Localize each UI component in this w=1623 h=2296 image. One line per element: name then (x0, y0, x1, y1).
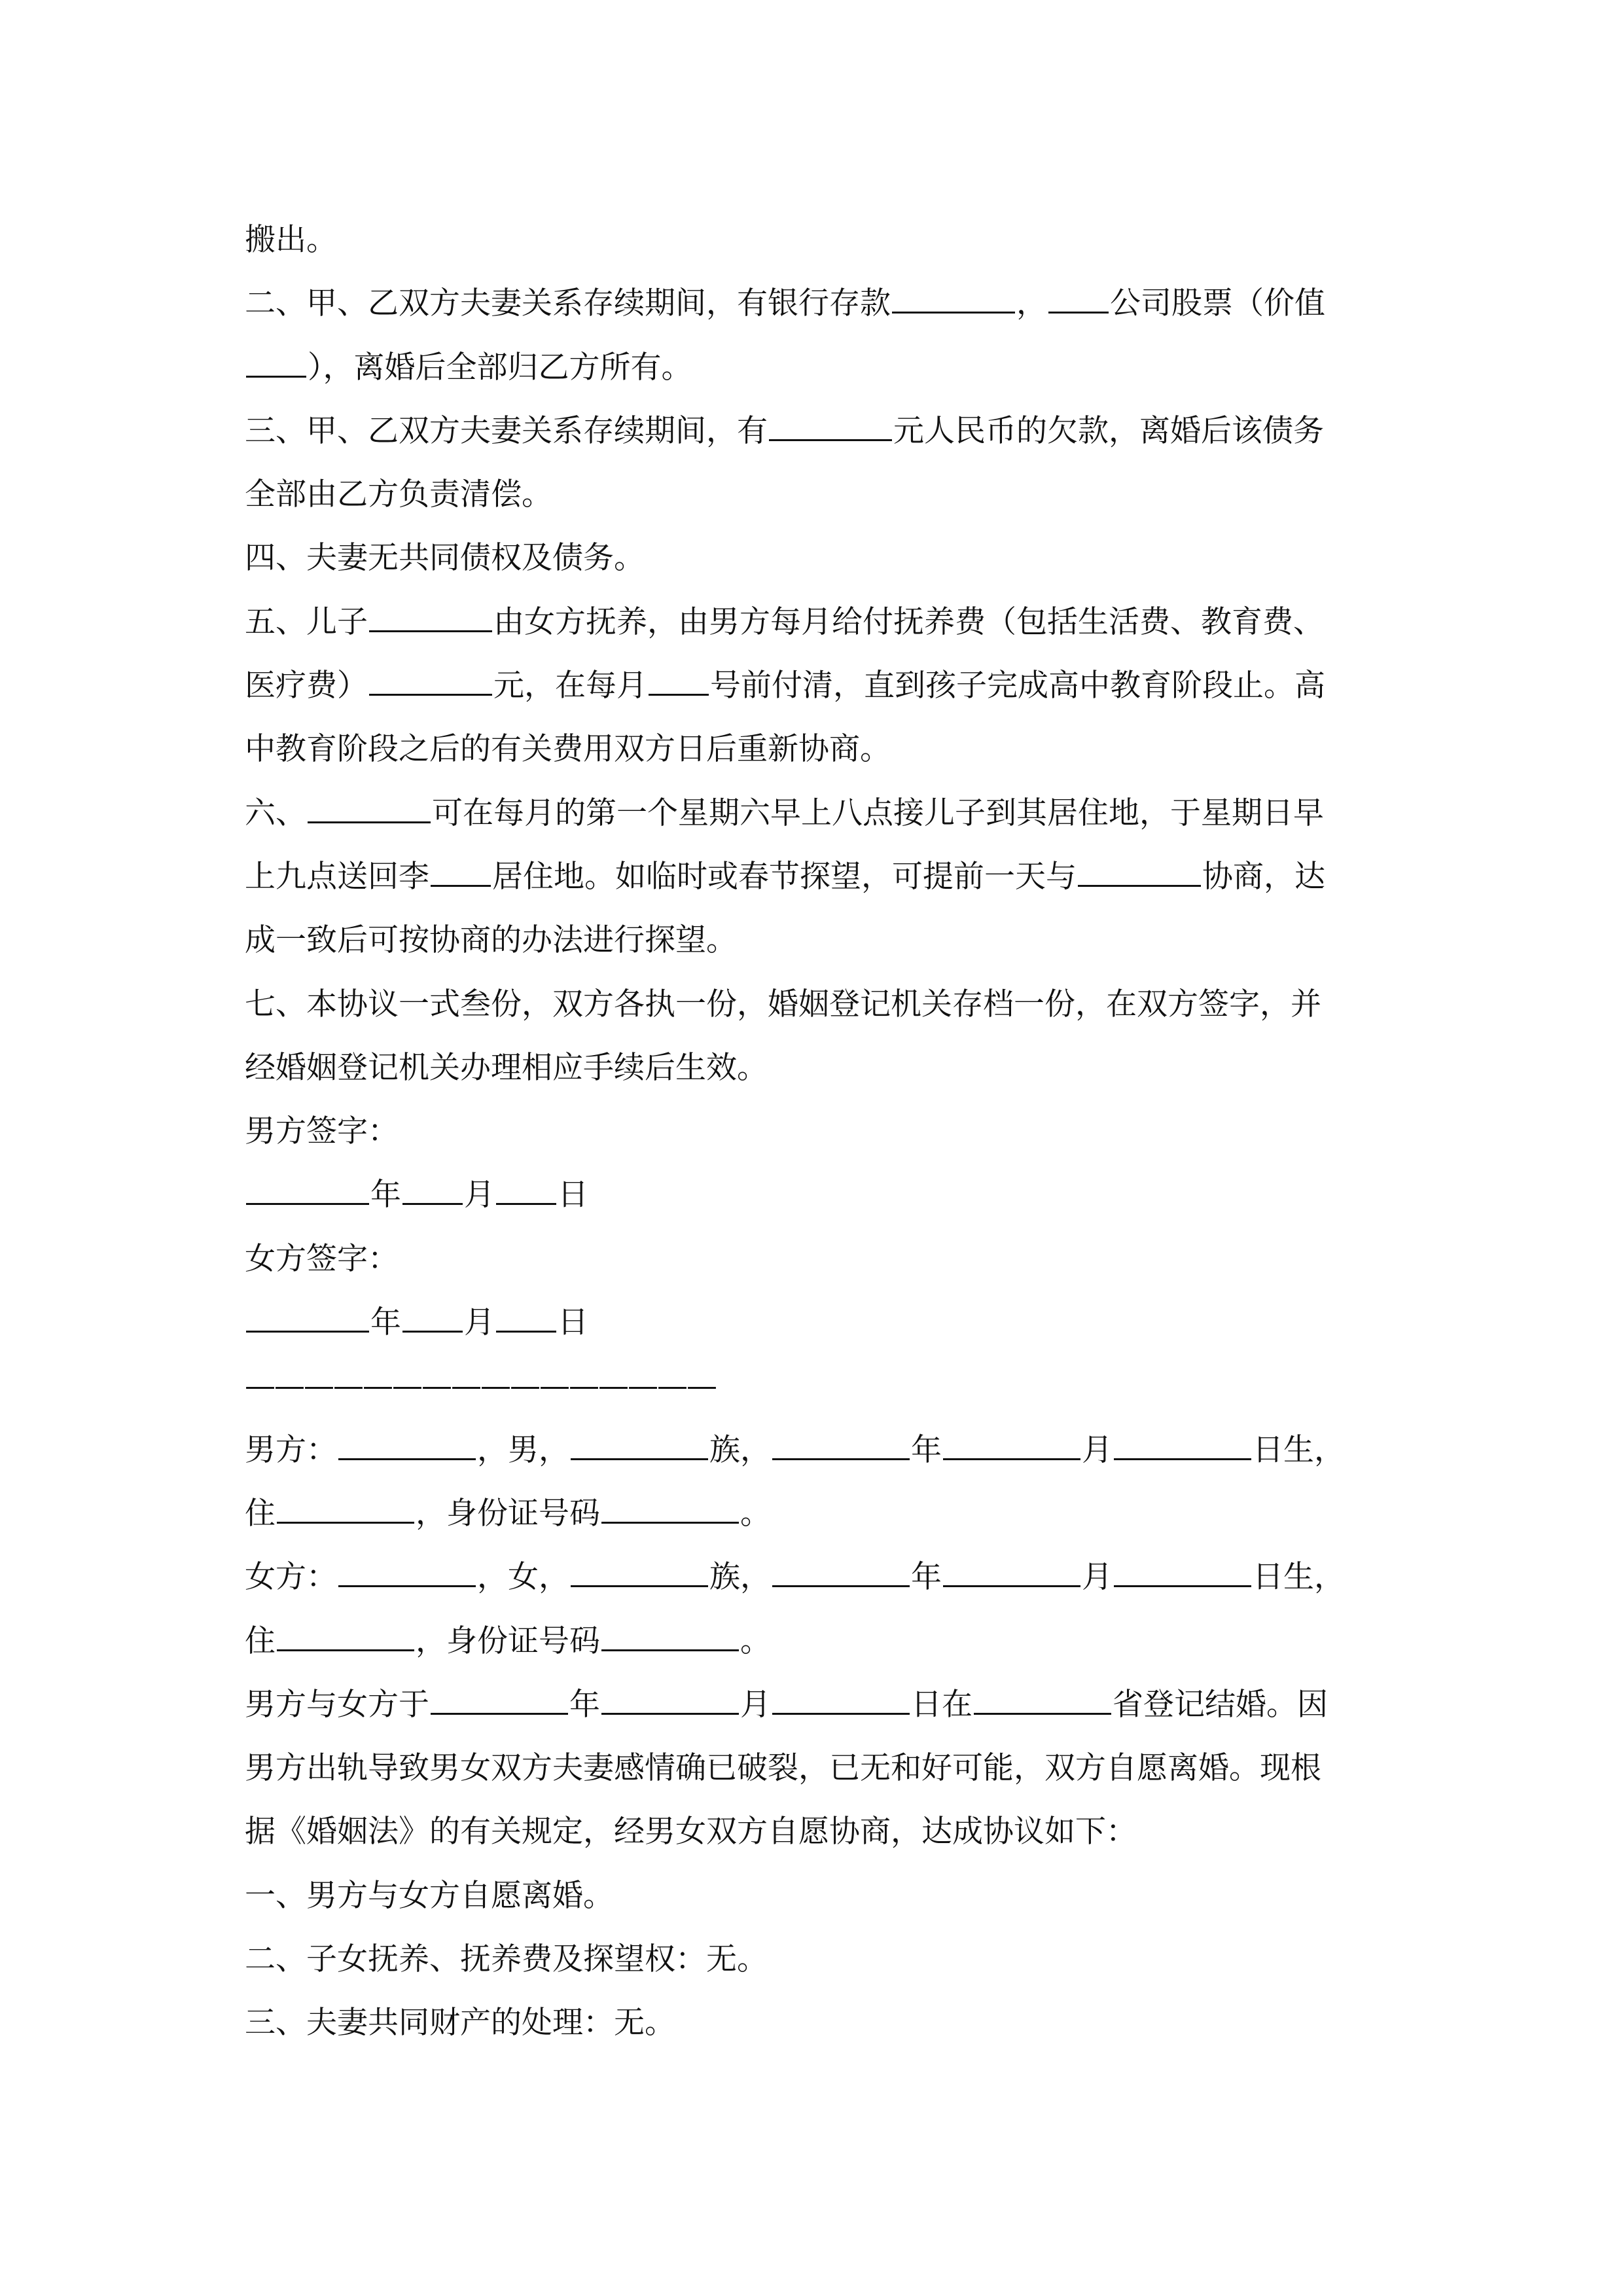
fill-in-blank[interactable] (601, 1497, 739, 1524)
text-line (245, 908, 1397, 972)
fill-in-blank[interactable] (943, 1560, 1080, 1587)
text-segment: 年 (911, 1431, 942, 1468)
text-segment: ， (1016, 285, 1047, 322)
fill-in-blank[interactable] (1048, 287, 1109, 314)
text-segment: 日 (558, 1304, 588, 1341)
text-segment: 上九点送回李 (245, 858, 429, 895)
text-line (245, 1928, 1397, 1991)
fill-in-blank[interactable] (308, 797, 431, 823)
text-line (245, 654, 1397, 717)
text-segment: 三、甲、乙双方夫妻关系存续期间，有 (245, 412, 768, 449)
text-line (245, 1291, 1397, 1354)
text-segment: 医疗费） (245, 668, 368, 704)
text-line (245, 336, 1397, 399)
text-line (245, 1482, 1397, 1545)
text-line (245, 208, 1397, 272)
text-segment: 可在每月的第一个星期六早上八点接儿子到其居住地，于星期日早 (432, 795, 1324, 831)
text-segment: 年 (911, 1559, 942, 1596)
fill-in-blank[interactable] (338, 1433, 476, 1460)
text-line (245, 1673, 1397, 1736)
text-line (245, 1418, 1397, 1482)
separator-line (245, 1354, 1397, 1418)
text-line (245, 1864, 1397, 1928)
fill-in-blank[interactable] (601, 1624, 739, 1651)
text-line (245, 526, 1397, 590)
text-segment: 协商，达 (1202, 858, 1325, 895)
fill-in-blank[interactable] (1114, 1560, 1251, 1587)
text-line (245, 845, 1397, 908)
fill-in-blank[interactable] (772, 1560, 910, 1587)
text-segment: 中教育阶段之后的有关费用双方日后重新协商。 (245, 731, 891, 768)
text-line (245, 463, 1397, 526)
text-line (245, 1545, 1397, 1609)
text-segment: 。 (740, 1623, 771, 1659)
text-segment: ，身份证号码 (416, 1495, 600, 1532)
text-segment: 搬出。 (245, 222, 337, 258)
text-segment: 族， (709, 1559, 771, 1596)
text-segment: 元，在每月 (493, 668, 647, 704)
fill-in-blank[interactable] (571, 1433, 708, 1460)
fill-in-blank[interactable] (1078, 860, 1201, 887)
fill-in-blank[interactable] (772, 1688, 910, 1715)
text-segment: 号前付清，直到孩子完成高中教育阶段止。高 (710, 668, 1325, 704)
text-line (245, 781, 1397, 845)
fill-in-blank[interactable] (943, 1433, 1080, 1460)
fill-in-blank[interactable] (496, 1178, 556, 1205)
text-segment: 年 (569, 1686, 600, 1723)
text-segment: 由女方抚养，由男方每月给付抚养费（包括生活费、教育费、 (493, 603, 1324, 640)
fill-in-blank[interactable] (369, 669, 492, 696)
fill-in-blank[interactable] (772, 1433, 910, 1460)
text-line (245, 1227, 1397, 1291)
fill-in-blank[interactable] (496, 1306, 556, 1333)
fill-in-blank[interactable] (601, 1688, 739, 1715)
text-segment: 六、 (245, 795, 306, 831)
text-segment: 月 (740, 1686, 771, 1723)
fill-in-blank[interactable] (571, 1560, 708, 1587)
text-segment: ，男， (477, 1431, 569, 1468)
text-segment: 四、夫妻无共同债权及债务。 (245, 540, 645, 577)
text-segment: 月 (1082, 1431, 1113, 1468)
text-segment: 月 (464, 1304, 495, 1341)
text-line (245, 1609, 1397, 1673)
text-segment: 据《婚姻法》的有关规定，经男女双方自愿协商，达成协议如下： (245, 1814, 1137, 1850)
text-segment: 成一致后可按协商的办法进行探望。 (245, 922, 737, 959)
text-line (245, 717, 1397, 781)
text-segment: 月 (464, 1177, 495, 1213)
fill-in-blank[interactable] (649, 669, 709, 696)
fill-in-blank[interactable] (246, 1178, 369, 1205)
document-page (245, 208, 1397, 2055)
fill-in-blank[interactable] (769, 414, 892, 441)
fill-in-blank[interactable] (402, 1178, 463, 1205)
text-segment: 元人民币的欠款，离婚后该债务 (893, 412, 1324, 449)
text-line (245, 399, 1397, 463)
text-segment: 经婚姻登记机关办理相应手续后生效。 (245, 1049, 768, 1086)
fill-in-blank[interactable] (431, 860, 491, 887)
text-line (245, 590, 1397, 654)
text-segment: 月 (1082, 1559, 1113, 1596)
text-segment: 二、子女抚养、抚养费及探望权：无。 (245, 1941, 768, 1978)
text-segment: 日 (558, 1177, 588, 1213)
text-segment: 住 (245, 1623, 276, 1659)
fill-in-blank[interactable] (402, 1306, 463, 1333)
fill-in-blank[interactable] (892, 287, 1015, 314)
text-line (245, 272, 1397, 335)
text-segment: 女方签字： (245, 1240, 399, 1277)
text-segment: 省登记结婚。因 (1113, 1686, 1328, 1723)
text-segment: 公司股票（价值 (1110, 285, 1325, 322)
text-segment: 五、儿子 (245, 603, 368, 640)
fill-in-blank[interactable] (277, 1624, 414, 1651)
text-line (245, 1736, 1397, 1800)
text-segment: 日生， (1253, 1559, 1345, 1596)
text-segment: ，女， (477, 1559, 569, 1596)
text-segment: ），离婚后全部归乙方所有。 (308, 349, 692, 386)
text-segment: 族， (709, 1431, 771, 1468)
text-segment: 日在 (911, 1686, 972, 1723)
text-line (245, 1036, 1397, 1100)
text-segment: 年 (370, 1304, 401, 1341)
text-segment: 男方： (245, 1431, 337, 1468)
text-segment: 男方签字： (245, 1113, 399, 1150)
text-segment: 。 (740, 1495, 771, 1532)
text-segment: 住 (245, 1495, 276, 1532)
text-segment: 女方： (245, 1559, 337, 1596)
fill-in-blank[interactable] (246, 351, 306, 378)
text-line (245, 1100, 1397, 1163)
text-segment: 七、本协议一式叁份，双方各执一份，婚姻登记机关存档一份，在双方签字，并 (245, 986, 1321, 1022)
text-line (245, 1800, 1397, 1863)
text-segment: 二、甲、乙双方夫妻关系存续期间，有银行存款 (245, 285, 891, 322)
text-segment: 居住地。如临时或春节探望，可提前一天与 (492, 858, 1077, 895)
text-line (245, 973, 1397, 1036)
fill-in-blank[interactable] (338, 1560, 476, 1587)
fill-in-blank[interactable] (1114, 1433, 1251, 1460)
text-line (245, 1991, 1397, 2054)
text-segment: 三、夫妻共同财产的处理：无。 (245, 2005, 675, 2041)
text-segment: 全部由乙方负责清偿。 (245, 476, 552, 513)
text-segment: 男方与女方于 (245, 1686, 429, 1723)
text-segment: 年 (370, 1177, 401, 1213)
text-segment: 一、男方与女方自愿离婚。 (245, 1877, 614, 1914)
fill-in-blank[interactable] (974, 1688, 1111, 1715)
text-line (245, 1163, 1397, 1227)
text-segment: ———————————————— (245, 1368, 716, 1405)
text-segment: 日生， (1253, 1431, 1345, 1468)
text-segment: 男方出轨导致男女双方夫妻感情确已破裂，已无和好可能，双方自愿离婚。现根 (245, 1750, 1321, 1787)
fill-in-blank[interactable] (369, 605, 492, 632)
fill-in-blank[interactable] (246, 1306, 369, 1333)
fill-in-blank[interactable] (431, 1688, 568, 1715)
fill-in-blank[interactable] (277, 1497, 414, 1524)
text-segment: ，身份证号码 (416, 1623, 600, 1659)
